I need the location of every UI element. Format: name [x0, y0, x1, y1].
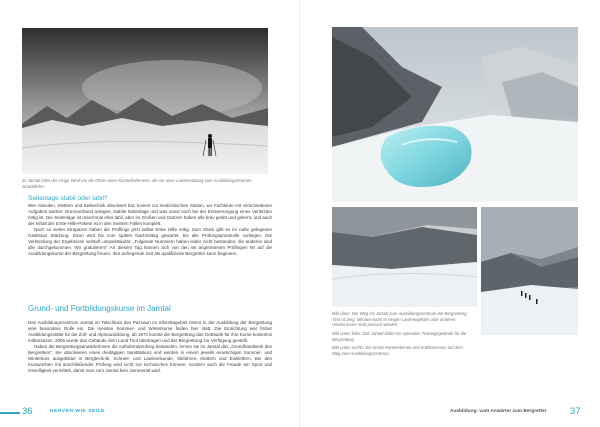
section-heading: Grund- und Fortbildungskurse im Jamtal — [28, 304, 171, 313]
photo-caption: Im Jamtal bläst der eisige Wind um die Ohren einer Kursteilnehmerin, die vor einer Lawinenübung zum Ausbildungszentrum zurückkehrt. — [22, 178, 252, 189]
paragraph: Wer Abseilen, Klettern und Seiltechnik absolviert hat, kommt zur medizinischen Station, wo Fachleute mit verschiedenen Aufgaben warten: Druckverband anlegen, stabile Seitenlage und was sonst noch bei der Erstversorgung eines Verletzten nötig ist. Die Seitenlage ist manchmal eher labil, aber im Großen und Ganzen haben alle brav geübt und gelernt, und auch der Inhalt der Erste-Hilfe-Pakete ist in den meisten Fällen komplett. — [28, 203, 272, 226]
running-header: Ausbildung: vom Anwärter zum Bergretter — [450, 409, 547, 414]
photo-group-trail — [481, 207, 578, 335]
photo-caption: Bild oben: Der Weg ins Jamtal zum Ausbildungszentrum der Bergrettung Tirol ist lang. Mitunter kann er wegen Lawinengefahr oder anderen Hindernissen nicht passiert werden. — [332, 311, 467, 328]
body-text-block-1 — [28, 203, 272, 257]
folio-rule — [0, 412, 20, 414]
paragraph: Das Ausbildungszentrum Jamtal im Talschluss des Paznaun im Silvrettagebiet nimmt in der Ausbildung der Bergrettung eine besondere Rolle ein. Die meisten Sommer- und Winterkurse finden hier statt. Die Einrichtung war früher Ausbildungsstätte für die Zoll- und Alpinausbildung, ab 1972 konnte die Bergrettung das Gebäude für ihre Kurse kostenlos mitbenutzen. 2006 wurde das Gebäude dem Land Tirol übertragen und der Bergrettung zur Verfügung gestellt. — [28, 320, 272, 343]
photo-slope-left — [332, 207, 477, 307]
paragraph: Haben die Bergrettungsanwärterinnen die Aufnahmeprüfung bestanden, lernen sie im Jamtal das „Grundhandwerk des Bergretters“. Sie absolvieren einen dreitägigen Sanitätskurs und werden in einem jeweils einwöchigen Sommer- und Winterkurs ausgebildet in Bergtechnik, Schnee- und Lawinenkunde, Skifahren, Klettern und Eisklettern. Bei den Kurswochen mit anschließender Prüfung wird nicht nur technisches Können, sondern auch die Freude am Sport und Geselligkeit vermittelt, damit man zum Jamtal kein Jammertal wird. — [28, 344, 272, 373]
page-number: 37 — [570, 406, 581, 417]
photo-caption: Bild unten links: Das Jamtal bildet ein optimales Trainingsgelände für die Bergrettung. — [332, 331, 467, 342]
body-text-block-2 — [28, 320, 272, 374]
photo-skier-wind — [22, 28, 268, 174]
paragraph: Nach so vielen Strapazen haben die Prüflinge jetzt selbst Erste Hilfe nötig. Zum Glück gibt es im nahe gelegenen Gasthaus Stärkung. Dann wird bis zum späten Nachmittag gewartet, bis alle Prüfungsprotokolle vorliegen. Die Verkündung der Ergebnisse verläuft unspektakulär: „Folgende Nummern haben leider nicht bestanden, die anderen sind alle durchgekommen. Wir gratulieren!“ An diesem Tag können sich von den 65 angetretenen Prüflingen 60 auf die Ausbildungskurse der Bergrettung freuen. Ihre aufregende Zeit als qualifizierte Bergretter kann beginnen. — [28, 227, 272, 256]
photo-ice-block — [332, 27, 578, 202]
running-header: NERVEN WIE SEILE — [50, 409, 106, 414]
page-number: 36 — [22, 406, 33, 417]
photo-caption: Bild unten rechts: Ein erstes Kennenlernen und Kräftemessen auf dem Weg zum Ausbildungszentrum. — [332, 345, 463, 356]
right-page — [300, 0, 600, 427]
subhead: Seitenlage stabil oder labil? — [28, 195, 108, 202]
